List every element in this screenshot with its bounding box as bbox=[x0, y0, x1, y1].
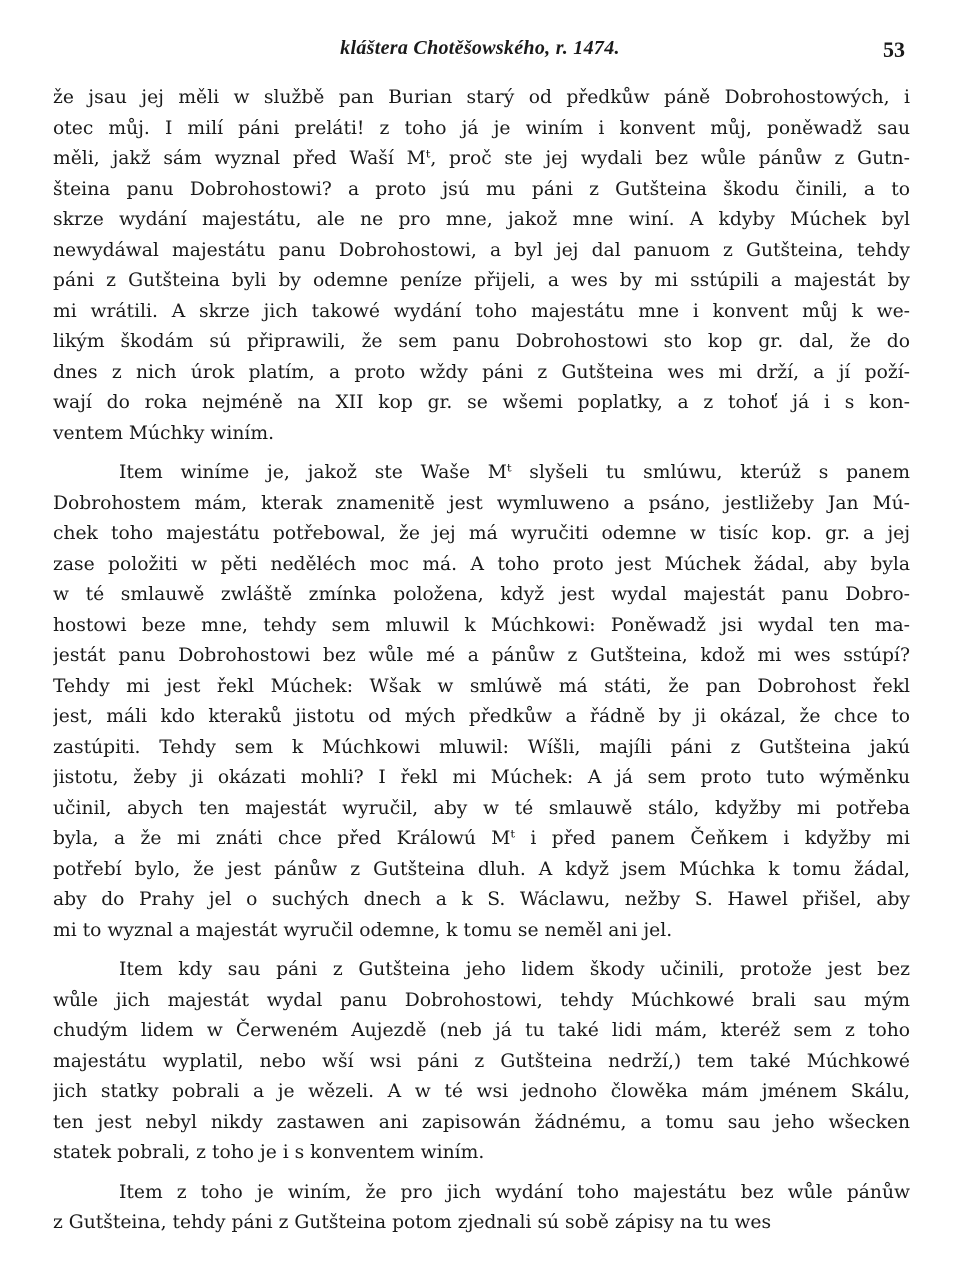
text-line: jistotu, žeby ji okázati mohli? I řekl mi Múchek: A já sem proto tuto wýměnku bbox=[53, 767, 910, 788]
text-line: Tehdy mi jest řekl Múchek: Wšak w smlúwě má státi, že pan Dobrohost řekl bbox=[53, 675, 910, 697]
paragraph bbox=[53, 83, 910, 449]
text-line: chudým lidem w Čerweném Aujezdě (neb já tu také lidi mám, kteréž sem z toho bbox=[53, 1020, 910, 1041]
text-line: statek pobrali, z toho je i s konventem winím. bbox=[53, 1142, 485, 1163]
text-line: Item winíme je, jakož ste Waše Mᵗ slyšeli tu smlúwu, kterúž s panem bbox=[119, 462, 910, 483]
paragraph bbox=[53, 955, 910, 1169]
text-line: jest, máli kdo kteraků jistotu od mých předkůw a řádně by ji okázal, že chce to bbox=[53, 706, 910, 727]
text-line: chek toho majestátu potřebowal, že jej má wyručiti odemne w tisíc kop. gr. a jej bbox=[53, 523, 910, 544]
text-line: otec můj. I milí páni preláti! z toho já je winím i konvent můj, poněwadž sau bbox=[53, 117, 910, 139]
text-line: páni z Gutšteina byli by odemne peníze přijeli, a wes by mi sstúpili a majestát by bbox=[53, 270, 910, 291]
text-line: w té smlauwě zwláště zmínka položena, když jest wydal majestát panu Dobro- bbox=[53, 584, 910, 605]
text-line: Dobrohostem mám, kterak znamenitě jest wymluweno a psáno, jestližeby Jan Mú- bbox=[53, 492, 910, 514]
text-line: zastúpiti. Tehdy sem k Múchkowi mluwil: Wíšli, majíli páni z Gutšteina jakú bbox=[53, 736, 910, 758]
text-line: likým škodám sú připrawili, že sem panu Dobrohostowi sto kop gr. dal, že do bbox=[53, 331, 910, 352]
text-line: hostowi beze mne, tehdy sem mluwil k Múchkowi: Poněwadž jsi wydal ten ma- bbox=[53, 614, 910, 636]
text-line: ventem Múchky winím. bbox=[53, 422, 275, 444]
text-line: šteina panu Dobrohostowi? a proto jsú mu páni z Gutšteina škodu činili, a to bbox=[53, 178, 910, 200]
text-line: mi to wyznal a majestát wyručil odemne, k tomu se neměl ani jel. bbox=[53, 919, 673, 941]
text-line: ten jest nebyl nikdy zastawen ani zapisowán žádnému, a tomu sau jeho wšecken bbox=[53, 1111, 910, 1133]
text-line: Item kdy sau páni z Gutšteina jeho lidem škody učinili, protože jest bez bbox=[119, 959, 910, 980]
paragraph bbox=[53, 1178, 910, 1239]
running-header bbox=[55, 37, 905, 67]
text-line: skrze wydání majestátu, ale ne pro mne, jakož mne winí. A kdyby Múchek byl bbox=[53, 209, 910, 230]
text-line: jestát panu Dobrohostowi bez wůle mé a pánůw z Gutšteina, kdož mi wes sstúpí? bbox=[53, 645, 910, 666]
text-line: byla, a že mi znáti chce před Králowú Mᵗ i před panem Čeňkem i kdyžby mi bbox=[53, 828, 910, 849]
running-title: kláštera Chotěšowského, r. 1474. bbox=[340, 37, 620, 59]
text-line: že jsau jej měli w službě pan Burian starý od předkůw páně Dobrohostowých, i bbox=[53, 87, 910, 108]
paragraph bbox=[53, 458, 910, 946]
text-line: wají do roka nejméně na XII kop gr. se wšemi poplatky, a z tohoť já i s kon- bbox=[53, 392, 910, 413]
text-line: potřebí bylo, že jest pánůw z Gutšteina dluh. A když jsem Múchka k tomu žádal, bbox=[53, 858, 910, 880]
text-line: newydáwal majestátu panu Dobrohostowi, a byl jej dal panuom z Gutšteina, tehdy bbox=[53, 239, 910, 261]
text-line: aby do Prahy jel o suchých dnech a k S. Wáclawu, nežby S. Hawel přišel, aby bbox=[53, 889, 910, 910]
page-number: 53 bbox=[883, 37, 905, 62]
text-line: Item z toho je winím, že pro jich wydání toho majestátu bez wůle pánůw bbox=[119, 1181, 910, 1203]
body-text bbox=[53, 83, 910, 1248]
text-line: měli, jakž sám wyznal před Waší Mᵗ, proč ste jej wydali bez wůle pánůw z Gutn- bbox=[53, 148, 910, 169]
text-line: jich statky pobrali a je wězeli. A w té wsi jednoho člowěka mám jménem Skálu, bbox=[53, 1081, 910, 1102]
text-line: wůle jich majestát wydal panu Dobrohostowi, tehdy Múchkowé brali sau mým bbox=[53, 989, 910, 1011]
text-line: učinil, abych ten majestát wyručil, aby w té smlauwě stálo, kdyžby mi potřeba bbox=[53, 797, 910, 819]
text-line: dnes z nich úrok platím, a proto wždy páni z Gutšteina wes mi drží, a jí poží- bbox=[53, 361, 910, 383]
text-line: z Gutšteina, tehdy páni z Gutšteina potom zjednali sú sobě zápisy na tu wes bbox=[53, 1212, 772, 1233]
text-line: majestátu wyplatil, nebo wší wsi páni z Gutšteina nedrží,) tem také Múchkowé bbox=[53, 1050, 910, 1072]
text-line: zase položiti w pěti neděléch moc má. A toho proto jest Múchek žádal, aby byla bbox=[53, 553, 910, 575]
text-line: mi wrátili. A skrze jich takowé wydání toho majestátu mne i konvent můj k we- bbox=[53, 300, 910, 322]
